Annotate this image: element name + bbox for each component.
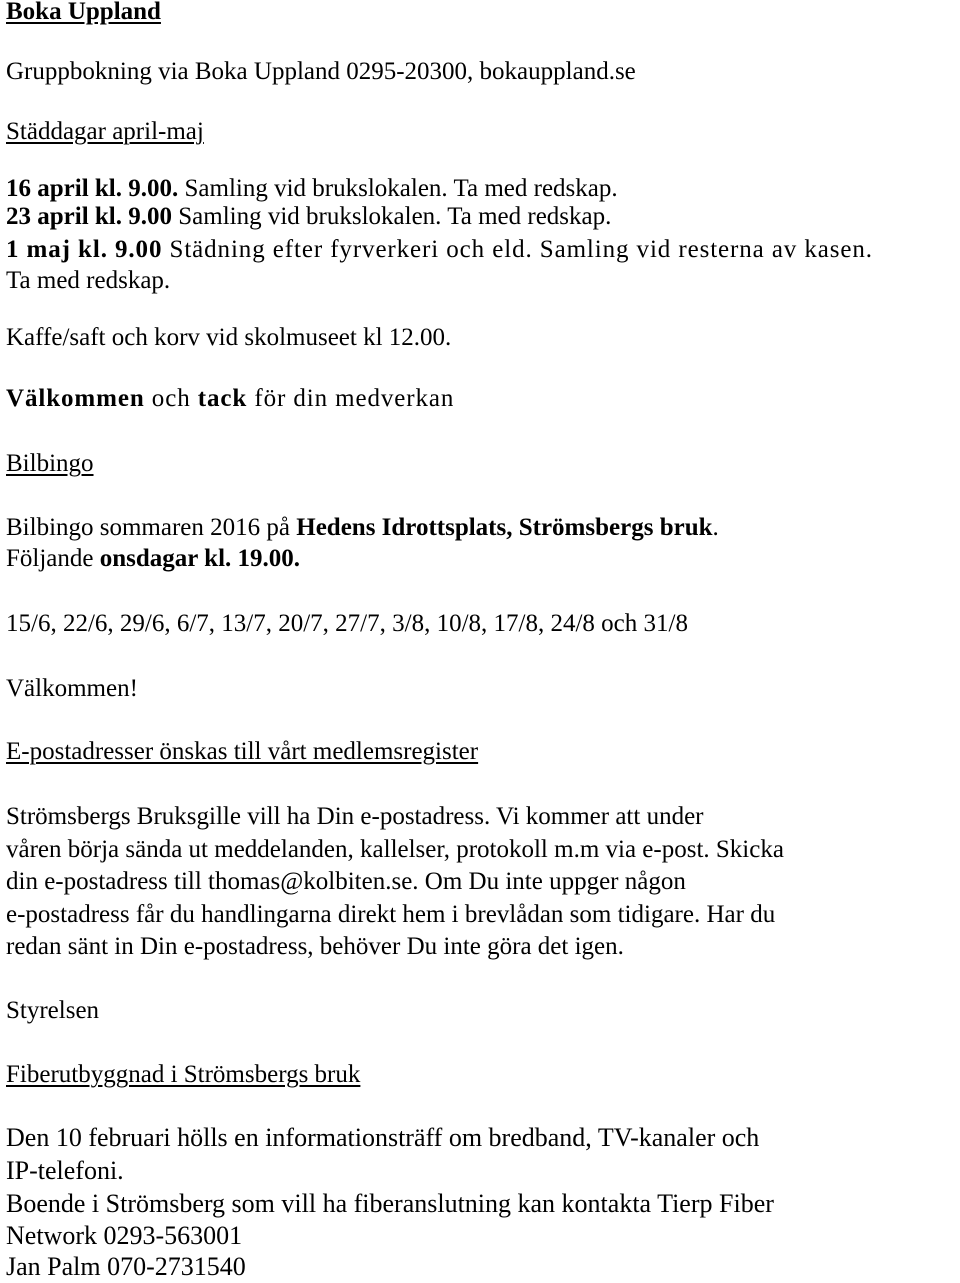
boka-uppland-line: Gruppbokning via Boka Uppland 0295-20300, bokauppland.se — [6, 58, 636, 85]
staddag-3-date: 1 maj kl. 9.00 — [6, 236, 163, 263]
bilbingo-line-1 — [6, 512, 719, 544]
valkommen-word: Välkommen — [6, 385, 145, 412]
epost-line: e-postadress får du handlingarna direkt hem i brevlådan som tidigare. Har du — [6, 901, 776, 928]
fika-line: Kaffe/saft och korv vid skolmuseet kl 12.00. — [6, 324, 452, 351]
bilbingo-place: Hedens Idrottsplats, Strömsbergs bruk — [296, 514, 713, 541]
staddag-1-text: Samling vid brukslokalen. Ta med redskap. — [178, 175, 618, 202]
fiber-line: Boende i Strömsberg som vill ha fiberanslutning kan kontakta Tierp Fiber — [6, 1189, 774, 1218]
staddag-line-2 — [6, 201, 611, 233]
staddagar-heading: Städdagar april-maj — [6, 118, 204, 145]
bilbingo-line-2 — [6, 543, 300, 575]
bilbingo-period: . — [712, 514, 719, 541]
epost-line: din e-postadress till thomas@kolbiten.se. Om Du inte uppger någon — [6, 868, 686, 895]
fiber-line: IP-telefoni. — [6, 1156, 124, 1185]
boka-uppland-heading: Boka Uppland — [6, 0, 161, 25]
medverkan-text: för din medverkan — [247, 385, 455, 412]
epost-heading: E-postadresser önskas till vårt medlemsregister — [6, 738, 479, 765]
bilbingo-dates: 15/6, 22/6, 29/6, 6/7, 13/7, 20/7, 27/7, 3/8, 10/8, 17/8, 24/8 och 31/8 — [6, 610, 688, 637]
fiber-line: Jan Palm 070-2731540 — [6, 1252, 246, 1281]
epost-line: redan sänt in Din e-postadress, behöver Du inte göra det igen. — [6, 933, 624, 960]
staddag-1-date: 16 april kl. 9.00. — [6, 175, 179, 202]
staddag-line-4: Ta med redskap. — [6, 267, 171, 294]
staddag-line-3 — [6, 234, 873, 266]
fiber-heading: Fiberutbyggnad i Strömsbergs bruk — [6, 1061, 361, 1088]
foljande-text: Följande — [6, 545, 100, 572]
tack-word: tack — [197, 385, 248, 412]
bilbingo-heading: Bilbingo — [6, 450, 94, 477]
och-word: och — [144, 385, 198, 412]
onsdagar-time: onsdagar kl. 19.00. — [99, 545, 301, 572]
valkommen-tack-line — [6, 383, 454, 415]
epost-line: våren börja sända ut meddelanden, kallelser, protokoll m.m via e-post. Skicka — [6, 836, 784, 863]
fiber-line: Den 10 februari hölls en informationsträff om bredband, TV-kanaler och — [6, 1123, 760, 1152]
styrelsen-signature: Styrelsen — [6, 997, 100, 1024]
staddag-2-date: 23 april kl. 9.00 — [6, 203, 172, 230]
fiber-line: Network 0293-563001 — [6, 1221, 243, 1250]
epost-line: Strömsbergs Bruksgille vill ha Din e-postadress. Vi kommer att under — [6, 803, 704, 830]
bilbingo-intro: Bilbingo sommaren 2016 på — [6, 514, 297, 541]
staddag-2-text: Samling vid brukslokalen. Ta med redskap. — [172, 203, 612, 230]
bilbingo-welcome: Välkommen! — [6, 675, 138, 702]
staddag-3-text: Städning efter fyrverkeri och eld. Samling vid resterna av kasen. — [162, 236, 873, 263]
